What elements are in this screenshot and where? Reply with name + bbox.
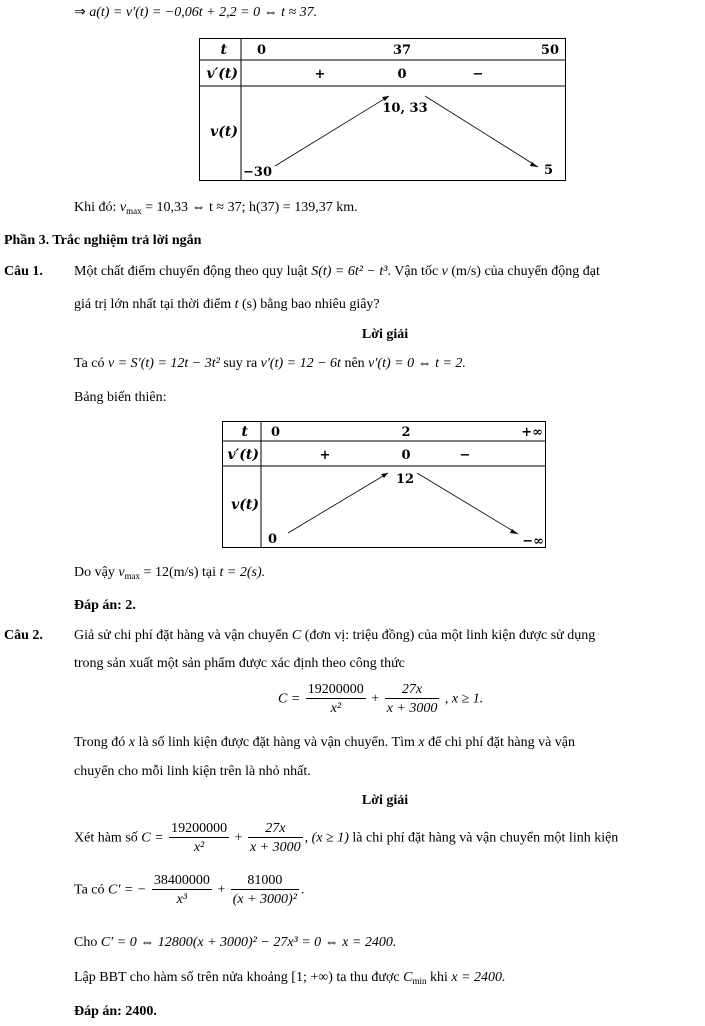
q1-conclusion-formula: t = 2(s).	[219, 565, 266, 580]
sign-plus: +	[314, 67, 326, 82]
cmin-subscript: min	[412, 976, 427, 986]
numerator: 19200000	[171, 821, 228, 836]
q2-text: Trong đó	[74, 735, 126, 750]
q1-variable-t: t	[234, 297, 239, 312]
q1-text: . Vận tốc	[387, 264, 439, 279]
sign-plus: +	[319, 448, 331, 463]
fraction	[231, 872, 299, 909]
q1-formula: S(t) = 6t² − t³	[311, 264, 388, 279]
question-2-label: Câu 2.	[4, 628, 43, 643]
fraction	[306, 681, 366, 718]
vmax-symbol: v	[118, 565, 125, 580]
q2-solution-line-1	[74, 820, 618, 857]
q2-text: là số linh kiện được đặt hàng và vận chuyển. Tìm	[138, 735, 415, 750]
denominator: x + 3000	[249, 840, 301, 855]
q1-solution-line-1	[74, 356, 466, 372]
q1-text: (m/s) của chuyển động đạt	[451, 264, 600, 279]
q2-sol-text: là chi phí đặt hàng và vận chuyển một linh kiện	[352, 830, 619, 846]
intro-equation	[74, 4, 317, 21]
t-value-end: +∞	[521, 425, 543, 440]
plus-sign: +	[371, 691, 380, 707]
q1-sol-text: suy ra	[223, 356, 258, 371]
q2-variable-x: x	[418, 735, 425, 750]
q2-sol-text: Lập BBT cho hàm số trên nửa khoảng	[74, 970, 288, 985]
variation-table-2	[222, 421, 547, 549]
fraction	[152, 872, 212, 909]
row-label-t: t	[241, 424, 248, 440]
q2-text: để chi phí đặt hàng và vận	[428, 735, 576, 750]
v-value-start: −30	[243, 165, 272, 180]
q2-sol-text: ta thu được	[336, 970, 400, 985]
q2-variable-x: x	[128, 735, 135, 750]
q2-sol-text: Xét hàm số	[74, 830, 138, 846]
vmax-subscript: max	[126, 206, 142, 216]
t-value-start: 0	[271, 425, 281, 440]
question-1-line-2	[74, 297, 380, 313]
decreasing-arrow	[417, 473, 518, 534]
q2-text: (đơn vị: triệu đồng) của một linh kiện được sử dụng	[304, 628, 596, 643]
v-value-end: 5	[543, 163, 553, 178]
q1-sol-formula: v = S′(t) = 12t − 3t²	[108, 356, 220, 371]
sign-zero: 0	[401, 448, 411, 463]
question-2-line-2: trong sản xuất một sản phẩm được xác định theo công thức	[74, 656, 405, 671]
section-heading: Phần 3. Trắc nghiệm trả lời ngắn	[4, 233, 202, 248]
row-label-derivative: v′(t)	[227, 447, 259, 463]
q1-conclusion-text: Do vậy	[74, 565, 115, 580]
q1-sol-text: Ta có	[74, 356, 105, 371]
q1-text: giá trị lớn nhất tại thời điểm	[74, 297, 232, 312]
q1-conclusion	[74, 565, 265, 581]
q1-sol-text: nên	[344, 356, 365, 371]
sign-zero: 0	[397, 67, 407, 82]
plus-sign: +	[234, 830, 243, 846]
q1-sol-formula: v′(t) = 0 ⇔ t = 2.	[368, 356, 466, 371]
increasing-arrowhead	[381, 473, 388, 478]
q1-sol-formula: v′(t) = 12 − 6t	[260, 356, 341, 371]
row-label-t: t	[220, 42, 227, 58]
decreasing-arrow	[425, 96, 538, 167]
q2-answer: Đáp án: 2400.	[74, 1004, 157, 1019]
denominator: x²	[330, 701, 341, 716]
denominator: (x + 3000)²	[232, 892, 297, 907]
fraction	[169, 820, 229, 857]
q2-variable-c: C	[291, 628, 302, 643]
question-2-line-4: chuyển cho mỗi linh kiện trên là nhỏ nhất.	[74, 764, 311, 779]
q1-text: Một chất điểm chuyển động theo quy luật	[74, 264, 308, 279]
formula-lhs: C =	[141, 830, 164, 846]
cmin-symbol: C	[403, 970, 413, 985]
solution-heading-1: Lời giải	[361, 327, 409, 342]
fraction	[248, 820, 303, 857]
q1-bbt-label: Bảng biến thiên:	[74, 390, 167, 405]
vmax-subscript: max	[124, 571, 141, 581]
table-border	[223, 422, 546, 548]
period: .	[300, 882, 305, 898]
q2-sol-text: khi	[429, 970, 448, 985]
row-label-derivative: v′(t)	[206, 66, 238, 82]
q2-sol-formula: C′ = 0 ⇔ 12800(x + 3000)² − 27x³ = 0 ⇔ x = 2400.	[100, 935, 397, 950]
solution-heading-2: Lời giải	[361, 793, 409, 808]
question-1-label: Câu 1.	[4, 264, 43, 279]
t-value-end: 50	[540, 43, 559, 58]
q2-solution-line-2	[74, 872, 304, 909]
denominator: x + 3000	[386, 701, 438, 716]
variation-table-1	[199, 38, 567, 182]
v-value-start: 0	[268, 532, 278, 547]
question-1-line-1	[74, 264, 600, 280]
q2-solution-line-4	[74, 970, 506, 986]
vmax-symbol: v	[119, 200, 127, 215]
formula-condition: , (x ≥ 1)	[304, 830, 349, 846]
q2-text: Giả sử chi phí đặt hàng và vận chuyển	[74, 628, 289, 643]
q2-solution-line-3	[74, 935, 396, 951]
implies-symbol: ⇒	[74, 5, 86, 20]
fraction	[385, 681, 440, 718]
numerator: 27x	[385, 681, 440, 699]
v-value-peak: 12	[395, 472, 415, 487]
q1-conclusion-text: tại	[202, 565, 216, 580]
plus-sign: +	[217, 882, 226, 898]
derivative-lhs: C′ = −	[108, 882, 147, 898]
question-2-line-3	[74, 735, 575, 751]
q1-variable-v: v	[441, 264, 448, 279]
q1-answer: Đáp án: 2.	[74, 598, 136, 613]
conclusion-line	[74, 200, 358, 216]
intro-formula: a(t) = v′(t) = −0,06t + 2,2 = 0 ⇔ t ≈ 37.	[89, 5, 318, 20]
q2-cost-formula	[278, 681, 483, 718]
formula-condition: , x ≥ 1.	[444, 691, 484, 707]
numerator: 19200000	[307, 682, 364, 697]
row-label-function: v(t)	[210, 124, 238, 140]
v-value-end: −∞	[522, 534, 544, 549]
denominator: x³	[176, 892, 188, 907]
formula-lhs: C =	[278, 691, 301, 707]
conclusion-formula: = 10,33 ⇔ t ≈ 37; h(37) = 139,37 km.	[145, 200, 358, 215]
q1-text: (s) bằng bao nhiêu giây?	[242, 297, 380, 312]
increasing-arrow	[275, 96, 389, 166]
t-value-critical: 37	[392, 43, 412, 58]
numerator: 38400000	[153, 873, 210, 888]
interval: [1; +∞)	[291, 970, 333, 985]
conclusion-prefix: Khi đó:	[74, 200, 117, 215]
sign-minus: −	[459, 448, 471, 463]
increasing-arrow	[288, 473, 388, 533]
sign-minus: −	[472, 67, 484, 82]
v-value-peak: 10, 33	[382, 101, 428, 116]
t-value-start: 0	[257, 43, 267, 58]
numerator: 81000	[231, 872, 299, 890]
row-label-function: v(t)	[231, 497, 259, 513]
denominator: x²	[193, 840, 205, 855]
t-value-critical: 2	[401, 425, 411, 440]
q2-sol-text: Ta có	[74, 882, 105, 898]
q2-sol-formula: x = 2400.	[451, 970, 506, 985]
numerator: 27x	[248, 820, 303, 838]
question-2-line-1	[74, 628, 595, 644]
q2-sol-text: Cho	[74, 935, 98, 950]
q1-conclusion-formula: = 12(m/s)	[143, 565, 199, 580]
